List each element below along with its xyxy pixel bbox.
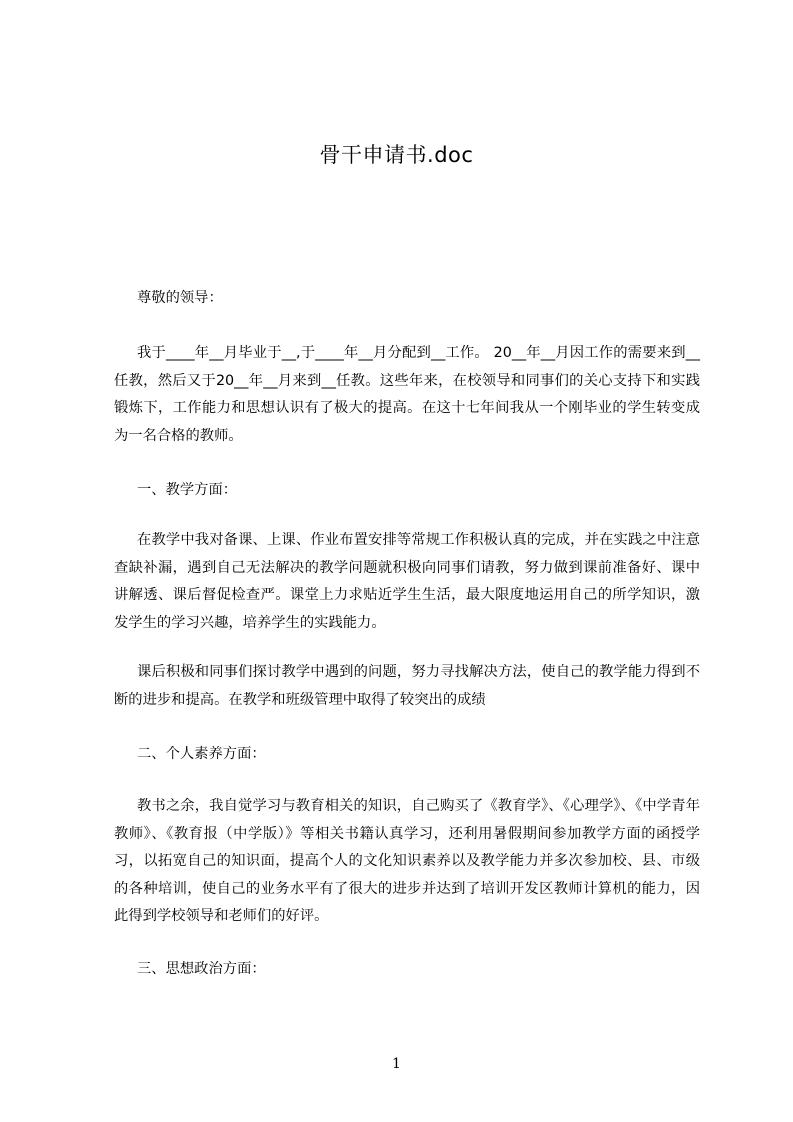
section-heading-teaching: 一、教学方面： [137,482,238,498]
intro-paragraph: 我于____年__月毕业于__,于____年__月分配到__工作。 20__年__月因工作的需要来到__任教，然后又于20__年__月来到__任教。这些年来，在校领导和同事们的关心支持下和实践锻炼下，工作能力和思想认识有了极大的提高。在这十七年间我从一个刚毕业的学生转变成为一名合格的教师。 [114,345,700,444]
teaching-paragraph-2: 课后积极和同事们探讨教学中遇到的问题，努力寻找解决方法，使自己的教学能力得到不断的进步和提高。在教学和班级管理中取得了较突出的成绩 [114,664,700,708]
teaching-paragraph-1: 在教学中我对备课、上课、作业布置安排等常规工作积极认真的完成，并在实践之中注意查缺补漏，遇到自己无法解决的教学问题就积极向同事们请教，努力做到课前准备好、课中讲解透、课后督促检查严。课堂上力求贴近学生生活，最大限度地运用自己的所学知识，激发学生的学习兴趣，培养学生的实践能力。 [114,532,700,631]
document-title: 骨干申请书.doc [319,143,474,167]
section-heading-personal: 二、个人素养方面： [137,746,266,762]
page-number: 1 [392,1056,401,1072]
salutation: 尊敬的领导： [137,290,223,306]
section-heading-political: 三、思想政治方面： [137,961,266,977]
personal-paragraph: 教书之余，我自觉学习与教育相关的知识，自己购买了《教育学》、《心理学》、《中学青年教师》、《教育报（中学版）》等相关书籍认真学习，还利用暑假期间参加教学方面的函授学习，以拓宽自己的知识面，提高个人的文化知识素养以及教学能力并多次参加校、县、市级的各种培训，使自己的业务水平有了很大的进步并达到了培训开发区教师计算机的能力，因此得到学校领导和老师们的好评。 [114,798,700,924]
